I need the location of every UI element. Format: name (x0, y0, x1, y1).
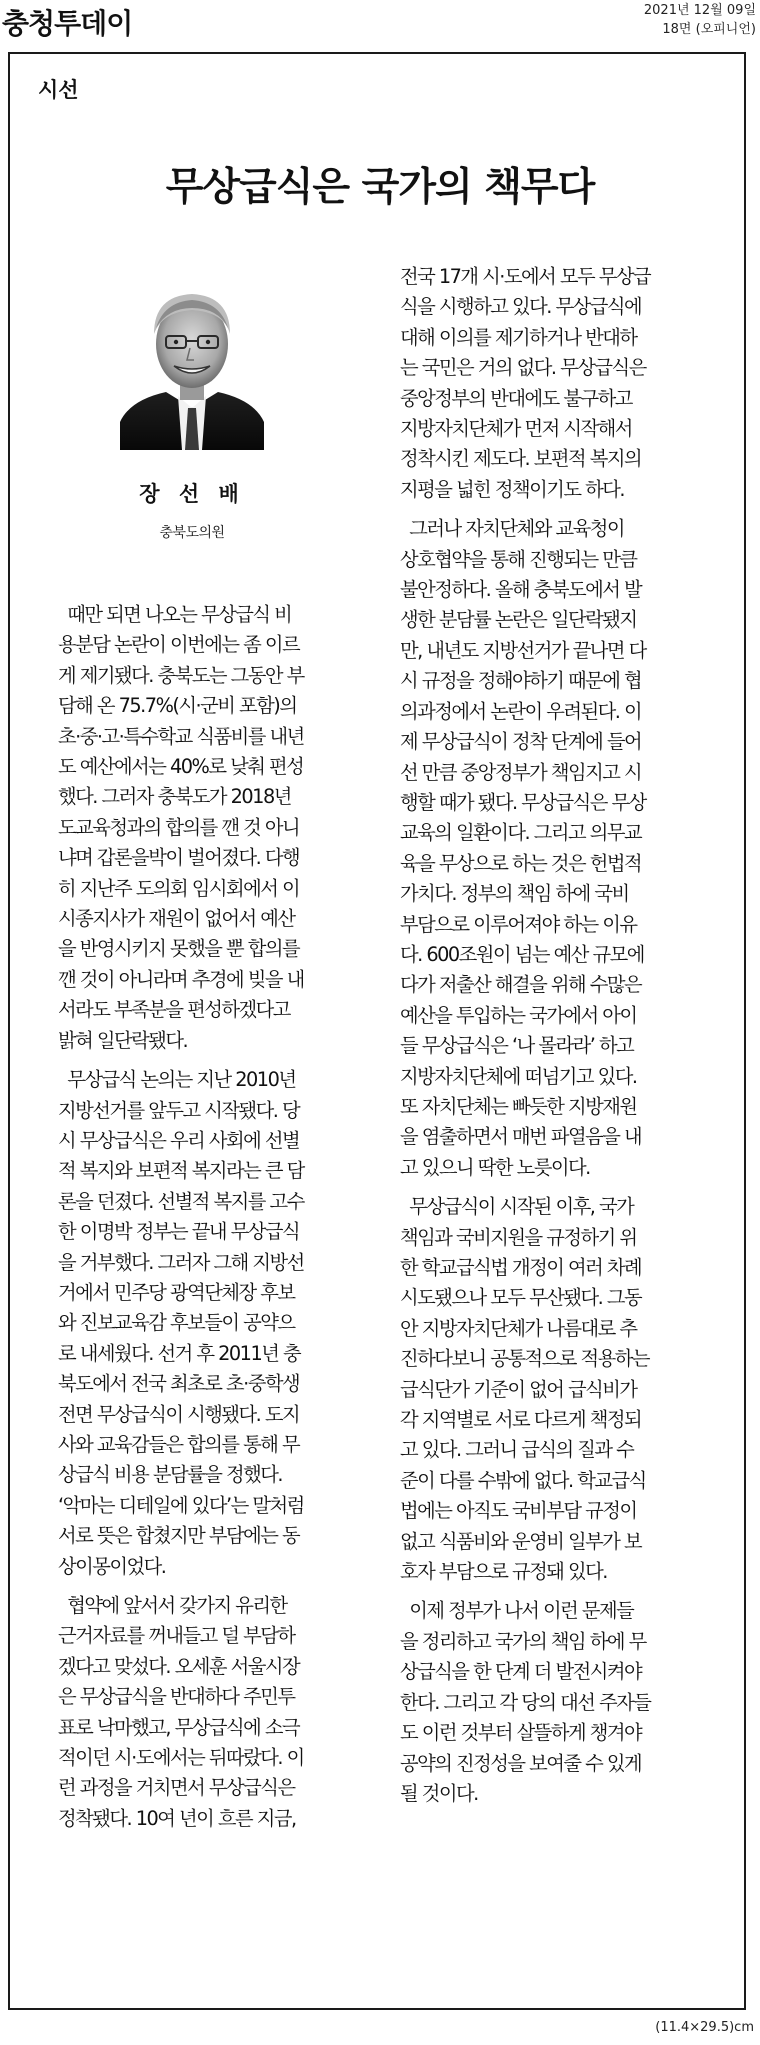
article-column-left (58, 600, 378, 1834)
article-line: 준이 다를 수밖에 없다. 학교급식 (400, 1468, 646, 1492)
article-line: 대해 이의를 제기하거나 반대하 (400, 325, 637, 349)
issue-date: 2021년 12월 09일 (643, 3, 756, 18)
article-line: 협약에 앞서서 갖가지 유리한 (58, 1594, 287, 1617)
article-line: 게 제기됐다. 충북도는 그동안 부 (58, 663, 304, 687)
article-line: 서로 뜻은 합쳤지만 부담에는 동 (58, 1524, 300, 1548)
article-line: 사와 교육감들은 합의를 통해 무 (58, 1432, 300, 1456)
article-line: 로 내세웠다. 선거 후 2011년 충 (58, 1341, 301, 1365)
article-line: 시종지사가 재원이 없어서 예산 (58, 907, 295, 931)
article-line: 을 정리하고 국가의 책임 하에 무 (400, 1629, 646, 1653)
article-line: 제 무상급식이 정착 단계에 들어 (400, 730, 642, 754)
article-line: 했다. 그러자 충북도가 2018년 (58, 785, 291, 809)
article-line: 예산을 투입하는 국가에서 아이 (400, 1003, 637, 1027)
article-line: 법에는 아직도 국비부담 규정이 (400, 1499, 637, 1523)
article-line: 불안정하다. 올해 충북도에서 발 (400, 578, 642, 602)
article-line: 을 염출하면서 매번 파열음을 내 (400, 1125, 642, 1149)
article-line: 한 학교급식법 개정이 여러 차례 (400, 1256, 642, 1279)
article-line: 공약의 진정성을 보여줄 수 있게 (400, 1751, 642, 1775)
page-number: 18면 (오피니언) (662, 22, 756, 37)
article-line: 서라도 부족분을 편성하겠다고 (58, 998, 290, 1022)
article-line: 적 복지와 보편적 복지라는 큰 담 (58, 1159, 304, 1183)
article-line: 호자 부담으로 규정돼 있다. (400, 1560, 607, 1584)
article-line: 은 무상급식을 반대하다 주민투 (58, 1685, 295, 1709)
masthead (0, 0, 760, 42)
article-line: 시 무상급식은 우리 사회에 선별 (58, 1128, 300, 1152)
article-line: 한 이명박 정부는 끝내 무상급식 (58, 1220, 300, 1244)
article-line: 을 반영시키지 못했을 뿐 합의를 (58, 937, 300, 961)
article-line: 중앙정부의 반대에도 불구하고 (400, 386, 632, 410)
article-line: 깬 것이 아니라며 추경에 빚을 내 (58, 967, 304, 991)
article-line: 또 자치단체는 빠듯한 지방재원 (400, 1094, 637, 1118)
article-line: 그러나 자치단체와 교육청이 (400, 517, 625, 541)
article-line: 고 있다. 그러니 급식의 질과 수 (400, 1438, 634, 1462)
article-line: 지방자치단체가 먼저 시작해서 (400, 417, 632, 441)
article-line: 론을 던졌다. 선별적 복지를 고수 (58, 1189, 304, 1213)
article-line: 한다. 그리고 각 당의 대선 주자들 (400, 1690, 651, 1714)
article-line: 상급식을 한 단계 더 발전시켜야 (400, 1660, 642, 1684)
article-line: 이제 정부가 나서 이런 문제들 (400, 1599, 634, 1623)
article-line: 진하다보니 공통적으로 적용하는 (400, 1347, 650, 1371)
article-line: 행할 때가 됐다. 무상급식은 무상 (400, 790, 646, 814)
article-line: 근거자료를 꺼내들고 덜 부담하 (58, 1624, 295, 1648)
article-line: 와 진보교육감 후보들이 공약으 (58, 1311, 295, 1335)
article-line: 부담으로 이루어져야 하는 이유 (400, 912, 637, 936)
article-line: 을 거부했다. 그러자 그해 지방선 (58, 1250, 304, 1274)
article-line: 도 이런 것부터 살뜰하게 챙겨야 (400, 1721, 642, 1745)
article-line: 지방선거를 앞두고 시작됐다. 당 (58, 1098, 300, 1122)
article-line: 다가 저출산 해결을 위해 수많은 (400, 973, 642, 997)
headline: 무상급식은 국가의 책무다 (165, 164, 595, 210)
article-line: 생한 분담률 논란은 일단락됐지 (400, 608, 637, 632)
article-line: 상호협약을 통해 진행되는 만큼 (400, 547, 637, 571)
newspaper-logo: 충청투데이 (2, 7, 133, 40)
article-line: 는 국민은 거의 없다. 무상급식은 (400, 356, 646, 380)
article-line: 각 지역별로 서로 다르게 책정되 (400, 1408, 642, 1432)
article-line: 밝혀 일단락됐다. (58, 1028, 188, 1052)
article-line: 전국 17개 시·도에서 모두 무상급 (400, 265, 651, 288)
article-line: 급식단가 기준이 없어 급식비가 (400, 1377, 637, 1401)
article-line: 교육의 일환이다. 그리고 의무교 (400, 821, 642, 845)
article-line: 될 것이다. (400, 1781, 478, 1805)
article-line: 고 있으니 딱한 노릇이다. (400, 1155, 590, 1179)
article-line: 지방자치단체에 떠넘기고 있다. (400, 1064, 637, 1088)
article-line: 도 예산에서는 40%로 낮춰 편성 (58, 755, 304, 779)
article-line: 겠다고 맞섰다. 오세훈 서울시장 (58, 1654, 300, 1678)
article-line: 냐며 갑론을박이 벌어졌다. 다행 (58, 846, 300, 870)
article-line: 상이몽이었다. (58, 1554, 166, 1578)
article-line: 거에서 민주당 광역단체장 후보 (58, 1280, 295, 1304)
article-line: 식을 시행하고 있다. 무상급식에 (400, 295, 642, 319)
article-line: 적이던 시·도에서는 뒤따랐다. 이 (58, 1746, 304, 1770)
article-line: 런 과정을 거치면서 무상급식은 (58, 1776, 295, 1800)
author-title: 충북도의원 (159, 525, 225, 541)
article-line: 책임과 국비지원을 규정하기 위 (400, 1225, 637, 1249)
article-line: 용분담 논란이 이번에는 좀 이르 (58, 633, 300, 657)
article-line: 북도에서 전국 최초로 초·중학생 (58, 1372, 300, 1396)
article-line: 상급식 비용 분담률을 정했다. (58, 1463, 283, 1487)
article-line: 무상급식이 시작된 이후, 국가 (400, 1195, 634, 1219)
article-line: 초·중·고·특수학교 식품비를 내년 (58, 724, 304, 748)
author-portrait-icon (120, 272, 264, 450)
author-photo (120, 272, 264, 450)
article-line: 들 무상급식은 ‘나 몰라라’ 하고 (400, 1034, 634, 1058)
section-label: 시선 (38, 78, 79, 102)
article-column-right (400, 262, 720, 1809)
article-line: 의과정에서 논란이 우려된다. 이 (400, 699, 642, 723)
article-line: 시 규정을 정해야하기 때문에 협 (400, 669, 642, 693)
author-name: 장 선 배 (139, 482, 245, 506)
article-line: 무상급식 논의는 지난 2010년 (58, 1068, 296, 1092)
article-line: 전면 무상급식이 시행됐다. 도지 (58, 1402, 300, 1426)
article-line: 시도됐으나 모두 무산됐다. 그동 (400, 1286, 642, 1310)
article-line: 육을 무상으로 하는 것은 헌법적 (400, 851, 642, 875)
article-line: 선 만큼 중앙정부가 책임지고 시 (400, 760, 642, 784)
issue-meta (644, 1, 756, 39)
article-line: 표로 낙마했고, 무상급식에 소극 (58, 1715, 300, 1739)
article-line: 히 지난주 도의회 임시회에서 이 (58, 876, 300, 900)
article-line: 가치다. 정부의 책임 하에 국비 (400, 882, 629, 906)
article-line: 정착시킨 제도다. 보편적 복지의 (400, 447, 642, 471)
article-line: 때만 되면 나오는 무상급식 비 (58, 603, 292, 626)
size-note: (11.4×29.5)cm (655, 2020, 754, 2035)
article-line: ‘악마는 디테일에 있다’는 말처럼 (58, 1493, 304, 1517)
article-line: 정착됐다. 10여 년이 흐른 지금, (58, 1806, 296, 1830)
article-line: 도교육청과의 합의를 깬 것 아니 (58, 815, 300, 839)
article-line: 다. 600조원이 넘는 예산 규모에 (400, 942, 644, 966)
article-line: 없고 식품비와 운영비 일부가 보 (400, 1529, 642, 1553)
article-line: 만, 내년도 지방선거가 끝나면 다 (400, 638, 646, 662)
article-line: 안 지방자치단체가 나름대로 추 (400, 1316, 637, 1340)
article-line: 담해 온 75.7%(시·군비 포함)의 (58, 694, 297, 718)
article-line: 지평을 넓힌 정책이기도 하다. (400, 477, 625, 501)
